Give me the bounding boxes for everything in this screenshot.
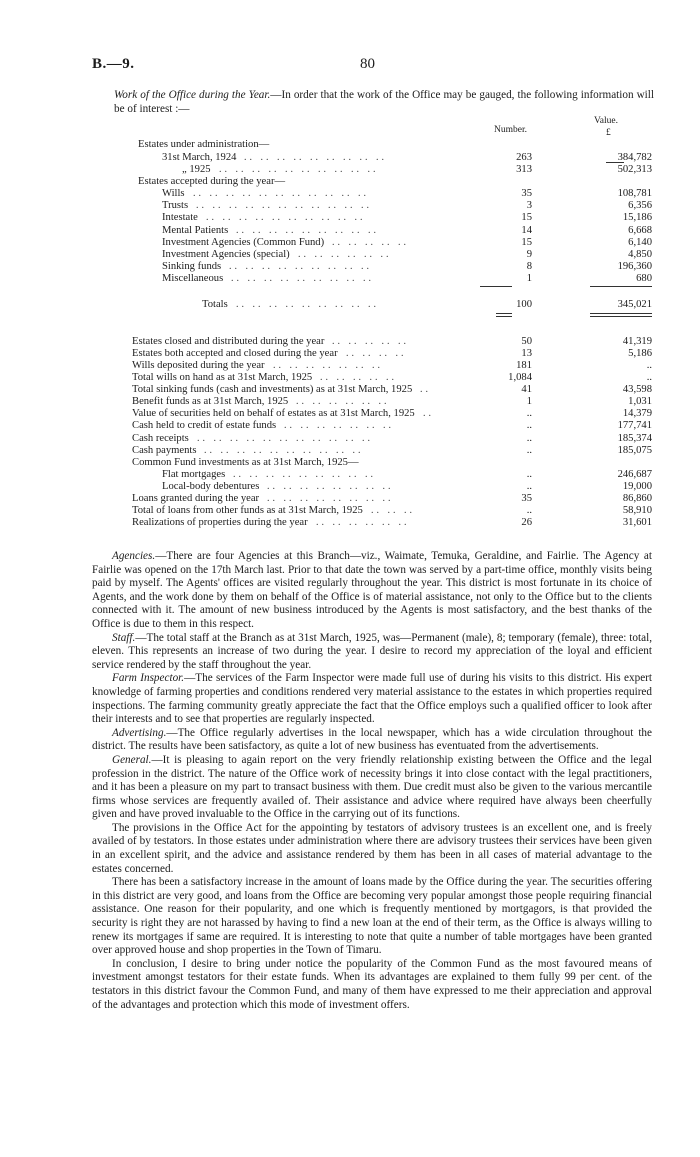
leader-dots: .. .. .. ..: [346, 348, 407, 359]
leader-dots: .. .. .. .. .. ..: [316, 517, 410, 528]
column-header-value-unit: £: [606, 128, 611, 138]
table-row-label: Cash payments: [132, 445, 197, 456]
paragraph-text: In conclusion, I desire to bring under notice the popularity of the Common Fund as the most favoured means of investment amongst testators for their estate funds. When its advantages are explained to them fully 99 per cent. of the testators in this district favour the Common Fund, and many of them have expressed to me their appreciation and approval of the advantages and protection which this mode of investment offers.: [92, 957, 652, 1011]
table-cell-number: ..: [526, 505, 532, 516]
leader-dots: .. .. .. .. .. .. .. .. .. .. ..: [193, 188, 369, 199]
table-cell-value: 6,140: [628, 237, 652, 248]
table-cell-number: 313: [516, 164, 532, 175]
table-cell-number: 14: [521, 225, 532, 236]
paragraph-heading: Farm Inspector.: [112, 672, 185, 685]
table-row-label: Estates under administration—: [138, 139, 270, 150]
paragraph-heading: Staff.: [112, 631, 136, 644]
table-cell-number: ..: [526, 420, 532, 431]
table-cell-number: 100: [516, 299, 532, 310]
table-cell-value: 14,379: [622, 408, 652, 419]
table-cell-value: 6,668: [628, 225, 652, 236]
leader-dots: .. .. .. .. .. ..: [296, 396, 390, 407]
total-rule: [590, 286, 652, 287]
body-paragraph: [92, 958, 652, 1012]
intro-heading: Work of the Office during the Year.: [114, 89, 271, 101]
table-cell-value: 246,687: [617, 469, 652, 480]
table-cell-number: 1: [526, 273, 532, 284]
leader-dots: ..: [420, 384, 431, 395]
table-cell-number: 13: [521, 348, 532, 359]
table-cell-number: ..: [526, 481, 532, 492]
table-cell-value: 86,860: [622, 493, 652, 504]
table-cell-value: 43,598: [622, 384, 652, 395]
leader-dots: .. .. .. .. ..: [332, 237, 409, 248]
table-cell-value: ..: [646, 360, 652, 371]
leader-dots: .. .. .. .. .. .. .. .. ..: [233, 469, 376, 480]
paragraph-text: —The services of the Farm Inspector were made full use of during his visits to this district. His expert knowledge of farming properties and conditions rendered very material assistance to the estates in which properties required inspections. The farming community greatly appreciate the fact that the Office employs such a qualified officer to look after their interests and to see that properties are regularly inspected.: [92, 672, 652, 726]
leader-dots: .. .. .. .. .. .. .. .. .. ..: [206, 212, 366, 223]
paragraph-heading: Advertising.: [112, 726, 167, 739]
table-row-label: Cash held to credit of estate funds: [132, 420, 277, 431]
table-cell-number: 181: [516, 360, 532, 371]
leader-dots: .. .. .. .. .. .. .. .. .. .. ..: [196, 200, 372, 211]
table-cell-value: 5,186: [628, 348, 652, 359]
paragraph-text: There has been a satisfactory increase in the amount of loans made by the Office during the year. The securities offering in this district are very good, and loans from the Office are becoming very popular amongst those people requiring financial assistance. One reason for their popularity, and one which is frequently mentioned by mortgagors, is that provided the security is right they are not harassed by having to find a new loan at the end of their term, as the Office is always willing to renew its mortgages if same are required. It is interesting to note that quite a number of table mortgages have been granted over approved house and shop properties in the Town of Timaru.: [92, 876, 652, 957]
page-number: 80: [360, 56, 375, 72]
leader-dots: .. .. .. .. .. .. .. .. .. ..: [219, 164, 379, 175]
body-paragraph: [92, 822, 652, 876]
table-cell-value: 6,356: [628, 200, 652, 211]
paragraph-heading: General.: [112, 753, 152, 766]
table-cell-value: 19,000: [622, 481, 652, 492]
table-row-label: Benefit funds as at 31st March, 1925: [132, 396, 289, 407]
leader-dots: .. .. .. .. .. .. .. ..: [267, 481, 394, 492]
table-row-label: 31st March, 1924: [162, 152, 237, 163]
paragraph-text: —The Office regularly advertises in the local newspaper, which has a wide circulation throughout the district. The results have been satisfactory, as quite a lot of new business has eventuated from the advertisements.: [92, 726, 652, 753]
body-paragraph: [92, 876, 652, 958]
body-paragraph: [92, 632, 652, 673]
table-cell-value: 177,741: [617, 420, 652, 431]
intro-text: —In order that the work of the Office may be gauged, the following information will be of interest :—: [114, 89, 655, 115]
leader-dots: .. .. .. .. .. .. ..: [284, 420, 394, 431]
table-cell-value: 345,021: [617, 299, 652, 310]
table-cell-number: ..: [526, 408, 532, 419]
table-row-label: Investment Agencies (Common Fund): [162, 237, 325, 248]
table-row-label: Flat mortgages: [162, 469, 226, 480]
table-cell-number: 1,084: [508, 372, 532, 383]
leader-dots: ..: [423, 408, 434, 419]
leader-dots: .. .. .. .. .. .. .. .. ..: [244, 152, 387, 163]
table-row-label: Miscellaneous: [162, 273, 224, 284]
table-cell-value: 502,313: [617, 164, 652, 175]
report-reference: B.—9.: [92, 56, 135, 72]
table-row-label: Realizations of properties during the year: [132, 517, 308, 528]
table-cell-number: 35: [521, 188, 532, 199]
leader-dots: .. .. .. .. ..: [320, 372, 397, 383]
table-row-label: Estates closed and distributed during the year: [132, 336, 325, 347]
column-header-number: Number.: [494, 125, 527, 135]
short-rule: [606, 162, 624, 163]
leader-dots: .. .. .. .. .. .. .. .. ..: [229, 261, 372, 272]
body-paragraph: [92, 727, 652, 754]
table-cell-number: ..: [526, 445, 532, 456]
table-cell-value: 185,075: [617, 445, 652, 456]
table-row-label: Total of loans from other funds as at 31st March, 1925: [132, 505, 363, 516]
table-row-label: Totals: [202, 299, 228, 310]
body-paragraph: [92, 672, 652, 726]
table-cell-value: 4,850: [628, 249, 652, 260]
table-cell-value: 108,781: [617, 188, 652, 199]
table-cell-value: 58,910: [622, 505, 652, 516]
table-row-label: Common Fund investments as at 31st March, 1925—: [132, 457, 359, 468]
table-row-label: Sinking funds: [162, 261, 222, 272]
body-paragraph: [92, 550, 652, 632]
paragraph-text: —The total staff at the Branch as at 31st March, 1925, was—Permanent (male), 8; temporary (female), three: total, eleven. This represents an increase of two during the year. I desire to record my appreciation of the loyal and efficient service rendered by the staff throughout the year.: [92, 631, 652, 671]
table-row-label: Investment Agencies (special): [162, 249, 290, 260]
table-cell-number: 26: [521, 517, 532, 528]
table-row-label: Total wills on hand as at 31st March, 1925: [132, 372, 313, 383]
table-cell-number: 263: [516, 152, 532, 163]
table-cell-number: 50: [521, 336, 532, 347]
table-row-label: Trusts: [162, 200, 189, 211]
leader-dots: .. .. .. .. .. .. .. .. .. ..: [204, 445, 364, 456]
double-rule: [496, 313, 512, 317]
leader-dots: .. .. .. .. .. .. .. .. ..: [236, 299, 379, 310]
paragraph-text: The provisions in the Office Act for the appointing by testators of advisory trustees is an excellent one, and is freely availed of by testators. In those estates under administration where there are advisory trustees their services have been given in an excellent spirit, and the advice and assistance rendered by them has been in all cases of material advantage to the estates concerned.: [92, 821, 652, 875]
table-cell-number: 9: [526, 249, 532, 260]
report-body: [92, 550, 652, 1012]
table-row-label: Estates both accepted and closed during the year: [132, 348, 338, 359]
table-cell-value: ..: [646, 372, 652, 383]
leader-dots: .. .. .. .. ..: [332, 336, 409, 347]
paragraph-text: —It is pleasing to again report on the very friendly relationship existing between the Office and the legal profession in the district. The nature of the Office work of necessity brings it into close contact with the legal practitioners, and it has been a pleasure on my part to transact business with them. Due credit must also be given to the various mercantile firms whose services are frequently availed of. Their assistance and advice where required have always been cheerfully given and have proved invaluable to the Office in the carrying out of its functions.: [92, 753, 652, 821]
table-cell-value: 185,374: [617, 433, 652, 444]
table-row-label: Intestate: [162, 212, 198, 223]
table-cell-value: 15,186: [622, 212, 652, 223]
paragraph-text: —There are four Agencies at this Branch—viz., Waimate, Temuka, Geraldine, and Fairlie. The Agency at Fairlie was opened on the 17th March last. Prior to that date the town was served by a part-time office, monthly visits being paid by myself. The Agents' offices are visited regularly throughout the year. This district is most fortunate in its choice of Agents, and the work done by them on behalf of the Office is of material assistance, not only to the Office but to the clients connected with it. The amount of new business introduced by the Agents is most satisfactory, and the best thanks of the Office is due to them in this respect.: [92, 550, 652, 630]
table-cell-value: 1,031: [628, 396, 652, 407]
table-cell-value: 41,319: [622, 336, 652, 347]
table-row-label: Estates accepted during the year—: [138, 176, 286, 187]
table-row-label: Mental Patients: [162, 225, 229, 236]
table-cell-value: 384,782: [617, 152, 652, 163]
leader-dots: .. .. .. .. .. .. ..: [273, 360, 383, 371]
double-rule: [590, 313, 652, 317]
leader-dots: .. .. ..: [371, 505, 415, 516]
table-row-label: Wills: [162, 188, 185, 199]
table-cell-number: 3: [526, 200, 532, 211]
leader-dots: .. .. .. .. .. .. .. .. .. .. ..: [197, 433, 373, 444]
table-cell-number: ..: [526, 433, 532, 444]
table-cell-number: 41: [521, 384, 532, 395]
leader-dots: .. .. .. .. .. .. .. .. ..: [236, 225, 379, 236]
table-row-label: Value of securities held on behalf of estates as at 31st March, 1925: [132, 408, 415, 419]
total-rule: [480, 286, 512, 287]
table-cell-number: 15: [521, 212, 532, 223]
table-cell-number: ..: [526, 469, 532, 480]
leader-dots: .. .. .. .. .. ..: [298, 249, 392, 260]
table-cell-number: 35: [521, 493, 532, 504]
body-paragraph: [92, 754, 652, 822]
table-cell-value: 196,360: [617, 261, 652, 272]
leader-dots: .. .. .. .. .. .. .. ..: [267, 493, 394, 504]
table-cell-value: 680: [636, 273, 652, 284]
table-cell-number: 1: [526, 396, 532, 407]
table-row-label: Cash receipts: [132, 433, 189, 444]
table-row-label: Loans granted during the year: [132, 493, 260, 504]
column-header-value: Value.: [594, 116, 619, 126]
table-row-label: Local-body debentures: [162, 481, 260, 492]
table-cell-value: 31,601: [622, 517, 652, 528]
table-cell-number: 8: [526, 261, 532, 272]
leader-dots: .. .. .. .. .. .. .. .. ..: [231, 273, 374, 284]
paragraph-heading: Agencies.: [112, 550, 156, 562]
table-cell-number: 15: [521, 237, 532, 248]
table-row-label: Wills deposited during the year: [132, 360, 265, 371]
table-row-label: Total sinking funds (cash and investments) as at 31st March, 1925: [132, 384, 413, 395]
table-row-label: „ 1925: [182, 164, 211, 175]
